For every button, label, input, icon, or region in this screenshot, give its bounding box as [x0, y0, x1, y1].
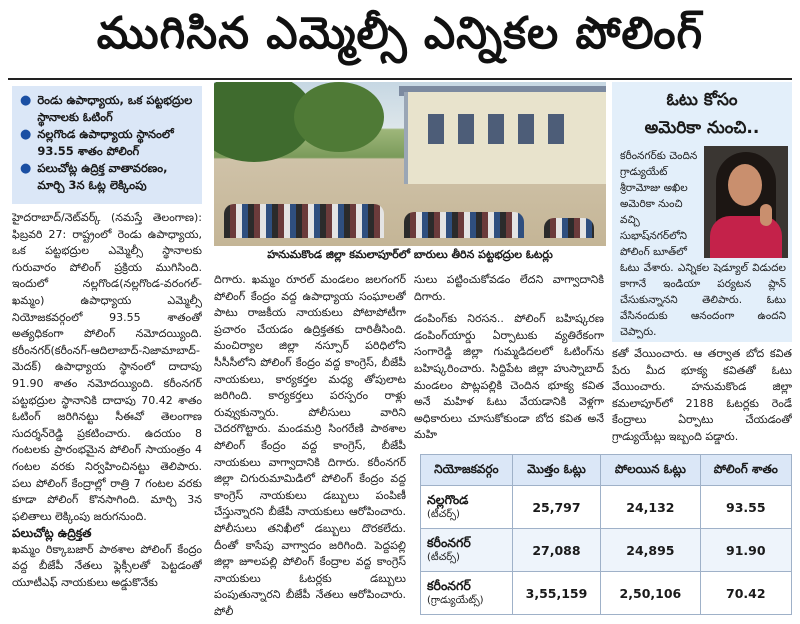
- news-photo: [214, 82, 606, 246]
- table-cell-name: నల్లగొండ (టీచర్స్): [421, 486, 513, 529]
- bullet-icon: ●: [20, 161, 32, 176]
- sidebar-box: [612, 82, 792, 342]
- sidebar-text: ఓటు వేశారు. ఎన్నికల షెడ్యూల్ విడుదల కాగానే ఇండియా పర్యటన ప్లాన్ చేసుకున్నానని తెలిపారు. ఓటు వేసినందుకు ఆనందంగా ఉందని చెప్పారు.: [620, 262, 786, 338]
- article-column-3: [414, 272, 604, 448]
- article-column-1: [12, 210, 202, 620]
- article-body: సులు పట్టించుకోవడం లేదని వాగ్వాదానికి దిగారు.: [414, 273, 604, 303]
- bullet-icon: ●: [20, 93, 32, 108]
- highlights-box: [12, 86, 202, 204]
- headline: ముగిసిన ఎమ్మెల్సీ ఎన్నికల పోలింగ్: [96, 8, 704, 59]
- headline-rule: [8, 78, 792, 80]
- portrait-photo: [704, 146, 788, 258]
- table-cell-name: కరీంనగర్ (గ్రాడ్యుయేట్స్): [421, 572, 513, 615]
- table-cell-total: 25,797: [512, 486, 600, 529]
- highlight-item: [20, 92, 194, 126]
- bullet-icon: ●: [20, 127, 32, 142]
- sidebar-title: అమెరికా నుంచి..: [644, 118, 760, 138]
- sidebar-text: కరీంనగర్‌కు చెందిన గ్రాడ్యుయేట్ శ్రీరామోజు అఖిల అమెరికా నుంచి వచ్చి సుభాష్‌నగర్‌లోని పోలింగ్ బూత్‌లో: [620, 150, 698, 258]
- article-body: కతో వేయించారు. ఆ తర్వాత బోద కవిత పేరు మీద భూక్య కవితతో ఓటు వేయించారు. హనుమకొండ జిల్లా కమలాపూర్‌లో 2188 ఓటర్లకు రెండే కేంద్రాలు ఏర్పాటు చేయడంతో గ్రాడ్యుయేట్లు ఇబ్బంది పడ్డారు.: [612, 347, 792, 443]
- table-header: మొత్తం ఓట్లు: [512, 455, 600, 486]
- photo-caption: హనుమకొండ జిల్లా కమలాపూర్‌లో బారులు తీరిన పట్టభద్రుల ఓటర్లు: [267, 248, 553, 261]
- table-cell-pct: 70.42: [700, 572, 791, 615]
- sidebar-title: ఓటు కోసం: [666, 90, 738, 110]
- table-header: పోలింగ్ శాతం: [700, 455, 791, 486]
- table-cell-polled: 24,895: [601, 529, 700, 572]
- polling-table: [420, 454, 792, 615]
- table-cell-pct: 93.55: [700, 486, 791, 529]
- table-header-row: [421, 455, 792, 486]
- highlight-item: [20, 160, 194, 194]
- article-body: ఖమ్మం రిక్కాబజార్ పాఠశాల పోలింగ్ కేంద్రం వద్ద బీజేపీ నేతలు ఫ్లెక్సీలతో పెట్టడంతో యూటీఎఫ్ నాయకులు అడ్డుకొనేకు: [12, 542, 202, 590]
- highlight-text: పలుచోట్ల ఉద్రిక్త వాతావరణం, మార్చి 3న ఓట్ల లెక్కింపు: [37, 161, 168, 192]
- article-subhead: పలుచోట్ల ఉద్రిక్తత: [12, 526, 92, 541]
- article-body: డంపింగ్‌కు నిరసన.. పోలింగ్ బహిష్కరణ డంపింగ్‌యార్డు ఏర్పాటుకు వ్యతిరేకంగా సంగారెడ్డి జిల్లా గుమ్మడిదలలో ఓటింగ్‌ను బహిష్కరించారు. సిద్దిపేట జిల్లా హుస్నాబాద్ మండలం పొట్లపల్లికి చెందిన భూక్య కవిత అనే మహిళ ఓటు వేయడానికి వెళ్లగా అధికారులు చూసుకోకుండా బోద కవిత అనే మహి: [414, 312, 604, 442]
- article-column-4: [612, 346, 792, 446]
- article-column-2: [214, 272, 406, 620]
- article-body: దిగారు. ఖమ్మం రూరల్ మండలం జలగంగర్ పోలింగ్ కేంద్రం వద్ద ఉపాధ్యాయ సంఘాలతో పాటు రాజకీయ నాయకులు పోటాపోటీగా ప్రచారం చేయడం ఉద్రిక్తతకు దారితీసింది. మంచిర్యాల జిల్లా నస్పూర్ పరిధిలోని సీసీసీలోని పోలింగ్ కేంద్రం వద్ద కాంగ్రెస్, బీజేపీ నాయకులు, కార్యకర్తల మధ్య తోపులాట జరిగింది. కార్యకర్తలు పరస్పరం రాళ్లు రువ్వుకున్నారు. పోలీసులు వారిని చెదరగొట్టారు. మండమర్రి సింగరేణి పాఠశాల పోలింగ్ కేంద్రం వద్ద కాంగ్రెస్, బీజేపీ నాయకులు వాగ్వాదానికి దిగారు. కరీంనగర్ జిల్లా చిగురుమామిడిలో పోలింగ్ కేంద్రం వద్ద కాంగ్రెస్ నాయకులు డబ్బులు పంపిణీ చేస్తున్నారని బీజేపీ నాయకులు ఆరోపించారు. పోలీసులు తనిఖీలో డబ్బులు దొరకలేదు. దీంతో కాసేపు వాగ్వాదం జరిగింది. పెద్దపల్లి జిల్లా జూలపల్లి పోలింగ్ కేంద్రాల వద్ద కాంగ్రెస్ నాయకులు ఓటర్లకు డబ్బులు పంపుతున్నారని బీజేపీ నేతలు ఆరోపించారు. పోలీ: [214, 273, 406, 618]
- table-cell-total: 27,088: [512, 529, 600, 572]
- table-cell-pct: 91.90: [700, 529, 791, 572]
- highlight-text: నల్లగొండ ఉపాధ్యాయ స్థానంలో 93.55 శాతం పోలింగ్: [37, 127, 174, 158]
- table-row: [421, 529, 792, 572]
- table-cell-total: 3,55,159: [512, 572, 600, 615]
- table-row: [421, 486, 792, 529]
- highlight-item: [20, 126, 194, 160]
- table-cell-polled: 2,50,106: [601, 572, 700, 615]
- table-header: పోలయిన ఓట్లు: [601, 455, 700, 486]
- table-row: [421, 572, 792, 615]
- highlight-text: రెండు ఉపాధ్యాయ, ఒక పట్టభద్రుల స్థానాలకు ఓటింగ్: [37, 93, 193, 124]
- article-body: హైదరాబాద్/నెట్‌వర్క్ (నమస్తే తెలంగాణ): ఫిబ్రవరి 27: రాష్ట్రంలో రెండు ఉపాధ్యాయ, ఒక పట్టభద్రుల ఎమ్మెల్సీ స్థానాలకు గురువారం పోలింగ్ ప్రక్రియ ముగిసింది. ఇందులో నల్లగొండ(నల్లగొండ-వరంగల్-ఖమ్మం) ఉపాధ్యాయ ఎమ్మెల్సీ నియోజకవర్గంలో 93.55 శాతంతో అత్యధికంగా పోలింగ్ నమోదయ్యింది. కరీంనగర్(కరీంనగ్-ఆదిలాబాద్-నిజామాబాద్-మెదక్) ఉపాధ్యాయ స్థానంలో దాదాపు 91.90 శాతం నమోదయ్యింది. కరీంనగర్ పట్టభద్రుల స్థానానికి దాదాపు 70.42 శాతం ఓటింగ్ జరిగినట్టు సీఈవో తెలంగాణ సుదర్శన్‌రెడ్డి ప్రకటించారు. ఉదయం 8 గంటలకు ప్రారంభమైన పోలింగ్ సాయంత్రం 4 గంటల వరకు నిర్వహించినట్టు తెలిపారు. పలు పోలింగ్ కేంద్రాల్లో రాత్రి 7 గంటల వరకు కూడా పోలింగ్ కొనసాగింది. మార్చి 3న ఫలితాలు లెక్కింపు జరుగనుంది.: [12, 211, 202, 523]
- table-header: నియోజకవర్గం: [421, 455, 513, 486]
- table-cell-polled: 24,132: [601, 486, 700, 529]
- table-cell-name: కరీంనగర్ (టీచర్స్): [421, 529, 513, 572]
